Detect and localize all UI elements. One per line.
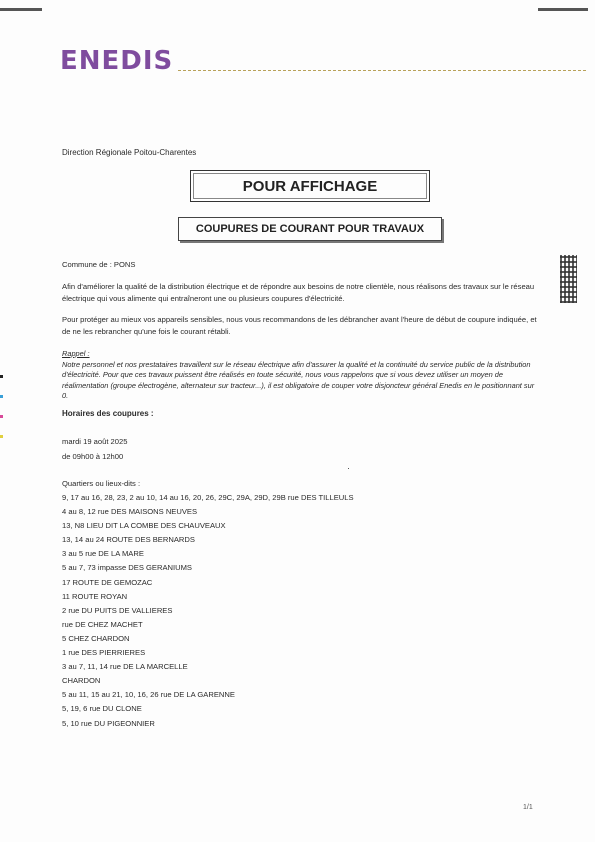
page-number: 1/1 [523,804,533,811]
list-item: 5 au 11, 15 au 21, 10, 16, 26 rue DE LA GARENNE [62,690,235,700]
top-right-scan-bar [538,8,588,11]
list-item: 9, 17 au 16, 28, 23, 2 au 10, 14 au 16, 20, 26, 29C, 29A, 29D, 29B rue DES TILLEULS [62,493,354,502]
scan-mark-black [0,375,3,378]
list-item: 5, 19, 6 rue DU CLONE [62,704,142,714]
scan-mark-yellow [0,435,3,438]
datamatrix-code-icon [560,255,577,303]
quartiers-list [62,491,354,731]
list-item: 5, 10 rue DU PIGEONNIER [62,718,155,728]
list-item: 2 rue DU PUITS DE VALLIERES [62,605,173,615]
list-item: CHARDON [62,676,101,686]
top-left-scan-bar [0,8,42,11]
list-item: 3 au 5 rue DE LA MARE [62,549,144,559]
schedule-date: mardi 19 août 2025 [62,437,128,446]
list-item: 17 ROUTE DE GEMOZAC [62,577,153,587]
scan-speck [348,468,349,469]
list-item: 11 ROUTE ROYAN [62,591,128,601]
notice-label: Rappel : [62,349,90,358]
commune-line: Commune de : PONS [62,260,136,269]
safety-notice [62,349,542,402]
list-item: 5 au 7, 73 impasse DES GERANIUMS [62,563,192,573]
advice-paragraph: Pour protéger au mieux vos appareils sensibles, nous vous recommandons de les débrancher avant l'heure de début de coupure indiquée, et de ne les rebrancher qu'une fois le courant rétabli. [62,315,537,336]
list-item: 3 au 7, 11, 14 rue DE LA MARCELLE [62,662,188,672]
intro-paragraph: Afin d'améliorer la qualité de la distribution électrique et de répondre aux besoins de notre clientèle, nous réalisons des travaux sur le réseau électrique qui vous alimente qui entraîneront une ou plusieurs coupures d'électricité. [62,282,535,303]
page-title: POUR AFFICHAGE [190,170,430,202]
direction-regionale: Direction Régionale Poitou-Charentes [62,148,197,157]
scan-mark-magenta [0,415,3,418]
list-item: 4 au 8, 12 rue DES MAISONS NEUVES [62,507,198,517]
quartiers-heading: Quartiers ou lieux-dits : [62,479,141,488]
schedule-time: de 09h00 à 12h00 [62,452,124,461]
page-subtitle: COUPURES DE COURANT POUR TRAVAUX [178,217,442,241]
list-item: rue DE CHEZ MACHET [62,619,143,629]
header-divider [178,70,586,71]
notice-text: Notre personnel et nos prestataires travaillent sur le réseau électrique afin d'assurer la qualité et la continuité du service public de la distribution d'électricité. Pour que ces travaux puissent être réalisés en toute sécurité, nous vous rappelons que si vous devez utiliser un moyen de réalimentation (groupe électrogène, alternateur sur tracteur...), il est obligatoire de couper votre disjoncteur général Enedis en le positionnant sur 0. [62,359,535,400]
schedule-heading: Horaires des coupures : [62,409,154,418]
list-item: 1 rue DES PIERRIERES [62,648,146,658]
list-item: 5 CHEZ CHARDON [62,633,130,643]
list-item: 13, N8 LIEU DIT LA COMBE DES CHAUVEAUX [62,521,226,531]
enedis-logo: ENEDIS [60,46,174,76]
list-item: 13, 14 au 24 ROUTE DES BERNARDS [62,535,195,545]
scan-mark-cyan [0,395,3,398]
